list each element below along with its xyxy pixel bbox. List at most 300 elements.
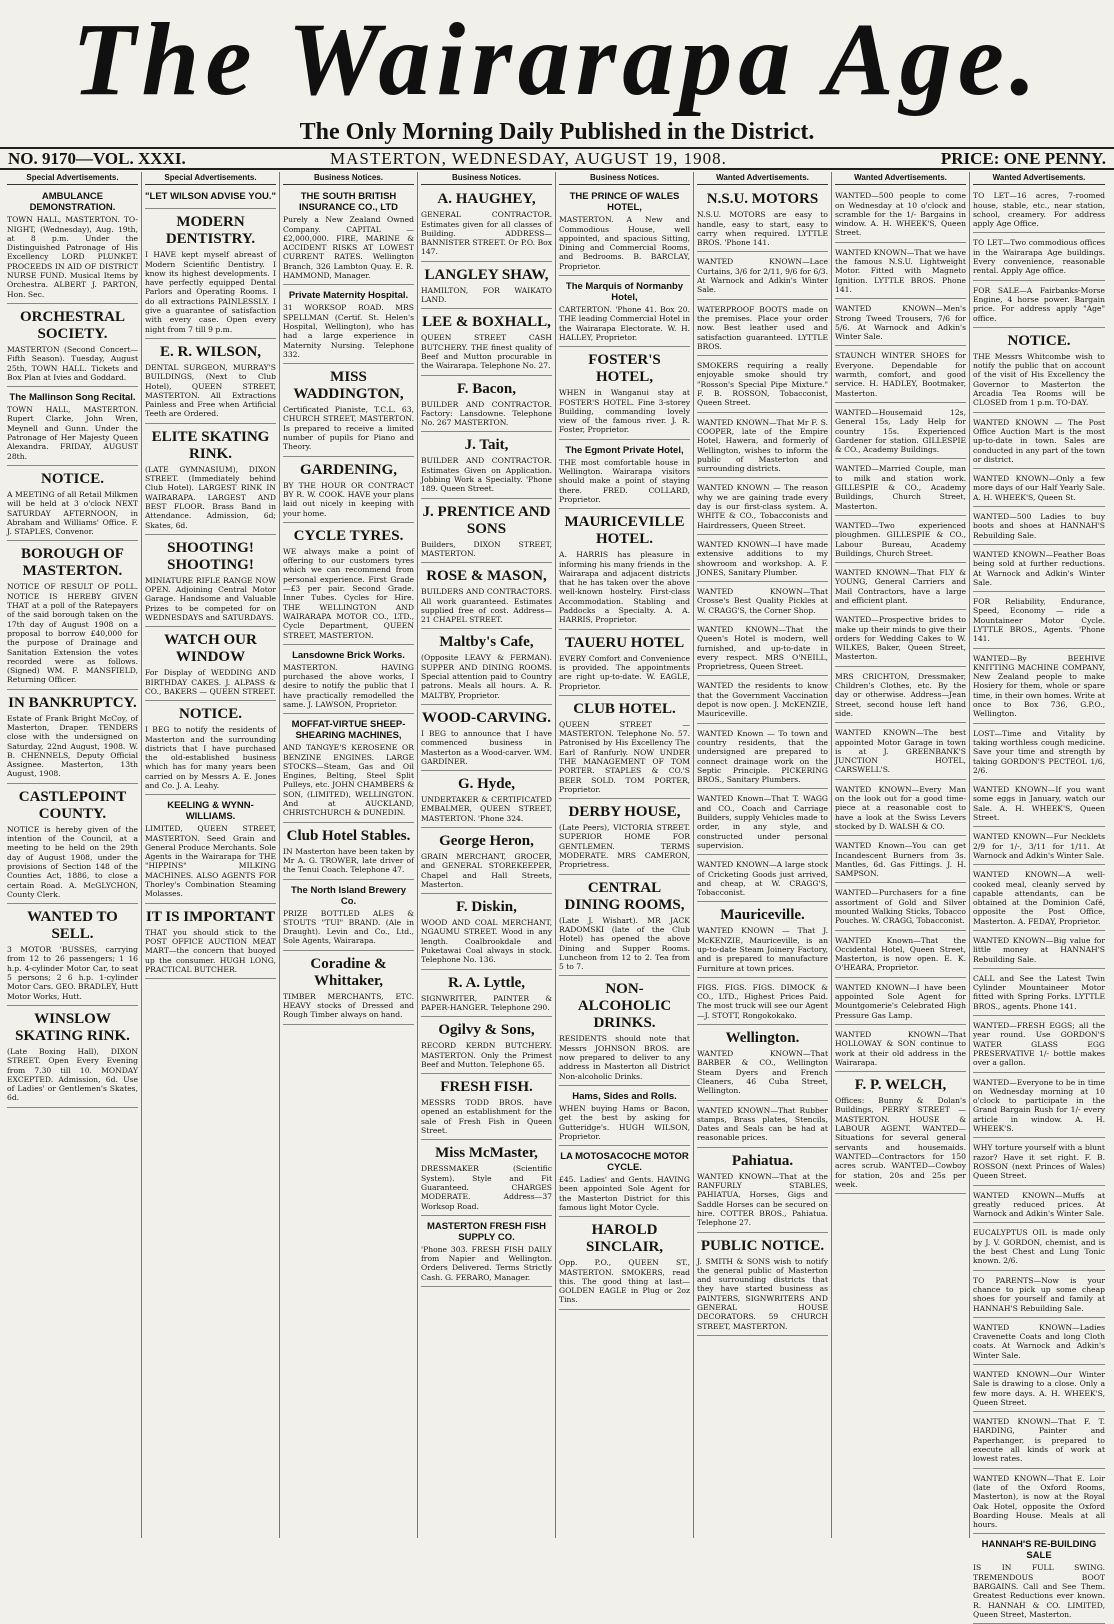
advertisement-title: George Heron,: [439, 832, 534, 849]
advertisement: [973, 1536, 1105, 1624]
advertisement-title: THE PRINCE OF WALES HOTEL,: [569, 191, 680, 214]
advertisement-body: WANTED Known — To town and country residents, that the undersigned are prepared to connect drainage work on the Septic Principle. PICKERING BROS., Sanitary Plumbers.: [697, 728, 828, 785]
advertisement: [973, 1367, 1105, 1412]
advertisement-body: WANTED KNOWN—Only a few more days of our Half Yearly Sale. A. H. WHEEK'S, Queen St.: [973, 474, 1105, 502]
advertisement-body: LOST—Time and Vitality by taking worthless cough medicine. Save your time and strength by taking GORDON'S PECTEOL 1/6, 2/6.: [973, 728, 1105, 775]
advertisement-body: NOTICE OF RESULT OF POLL. NOTICE IS HEREBY GIVEN THAT at a poll of the Ratepayers of the said borough taken on the 17th day of August 1908 on a proposal to borrow £40,000 for the purpose of Drainage and Sanitation Extension the votes recorded were as follows. (Signed) WM. F. MANSFIELD, Returning Officer.: [7, 582, 138, 685]
advertisement-title: BOROUGH OF MASTERTON.: [21, 546, 124, 580]
advertisement: [697, 302, 828, 356]
advertisement-title: CYCLE TYRES.: [293, 527, 404, 544]
advertisement-body: STAUNCH WINTER SHOES for Everyone. Dependable for warmth, comfort, and good service. H. HADLEY, Bootmaker, Masterton.: [835, 351, 966, 398]
advertisement: [973, 651, 1105, 724]
advertisement: [283, 366, 414, 456]
advertisement-title: LANGLEY SHAW,: [424, 266, 549, 283]
advertisement-body: WANTED—500 Ladies to buy boots and shoes at HANNAH'S Rebuilding Sale.: [973, 512, 1105, 540]
advertisement: [7, 786, 138, 904]
advertisement-title: LA MOTOSACOCHE MOTOR CYCLE.: [560, 1151, 689, 1174]
advertisement-title: "LET WILSON ADVISE YOU.": [145, 191, 276, 203]
advertisement-title: HAROLD SINCLAIR,: [585, 1222, 664, 1256]
advertisement-body: WANTED KNOWN—I have been appointed Sole Agent for Mountgomerie's Celebrated High Pressure Gas Lamp.: [835, 982, 966, 1020]
advertisement-body: WANTED KNOWN—That FLY & YOUNG, General Carriers and Mail Contractors, have a large and efficient plant.: [835, 568, 966, 605]
advertisement: [283, 188, 414, 285]
advertisement: [973, 726, 1105, 780]
advertisement-title: F. Diskin,: [456, 899, 517, 916]
advertisement-body: WANTED KNOWN—I have made extensive additions to my showroom and workshop. A. F. JONES, Sanitary Plumber.: [697, 539, 828, 577]
advertisement: [283, 287, 414, 364]
advertisement-title: Ogilvy & Sons,: [438, 1022, 535, 1039]
column-heading: Wanted Advertisements.: [697, 172, 828, 185]
column-heading: Special Advertisements.: [145, 172, 276, 185]
advertisement: [283, 459, 414, 523]
advertisement: [973, 235, 1105, 280]
advertisement: [421, 631, 552, 704]
advertisement: [973, 1018, 1105, 1072]
advertisement-body: WANTED KNOWN — The Post Office Auction Mart is the most up-to-date in town. Sales are conducted in any part of the town or district.: [973, 417, 1105, 464]
advertisement: [145, 906, 276, 979]
advertisement: [559, 698, 690, 799]
advertisement-title: Maltby's Cafe,: [439, 634, 534, 651]
advertisement-body: WANTED Known—That T. WAGG and CO., Coach and Carriage Builders, supply Vehicles made to order, in any style, and constructed under personal supervision.: [697, 794, 828, 850]
advertisement-title: WOOD-CARVING.: [421, 709, 552, 726]
advertisement-body: £45. Ladies' and Gents. HAVING been appointed Sole Agent for the Masterton District for this famous light Motor Cycle.: [559, 1175, 690, 1212]
advertisement-body: WANTED KNOWN—That E. Loir (late of the Oxford Rooms, Masterton), is now at the Royal Oak Hotel, opposite the Oxford Boarding House. Meals at all hours.: [973, 1473, 1105, 1530]
advertisement-title: MODERN DENTISTRY.: [165, 214, 256, 248]
advertisement-body: RECORD KERDN BUTCHERY. MASTERTON. Only the Primest Beef and Mutton. Telephone 65.: [421, 1041, 552, 1069]
advertisement-body: WE always make a point of offering to our customers tyres which we can recommend from personal experience. First Grade—£3 per pair. Second Grade. Inner Tubes. Cycles for Hire. THE WELLINGTON AND WAIRARAPA MOTOR CO., LTD., Cycle Department, QUEEN STREET, MASTERTON.: [283, 546, 414, 640]
advertisement: [835, 518, 966, 563]
advertisement: [973, 782, 1105, 827]
advertisement: [835, 669, 966, 723]
advertisement-title: Mauriceville.: [720, 907, 805, 924]
advertisement-body: THAT you should stick to the POST OFFICE AUCTION MEAT MART—the concern that buoyed up the consumer. HUGH LONG, PRACTICAL BUTCHER.: [145, 927, 276, 974]
advertisement: [421, 434, 552, 498]
advertisement-title: J. Tait,: [464, 437, 509, 454]
advertisement-body: WANTED KNOWN—That Mr F. S. COOPER, late of the Empire Hotel, Hawera, and formerly of Wellington, wishes to inform the public of Masterton and surrounding districts.: [697, 417, 828, 474]
advertisement-body: TOWN HALL, MASTERTON. Rupert Clarke, John Wren, Meynell and Gunn. Under the Patronage of Her Majesty Queen Alexandra. FRIDAY, AUGUST 28th.: [7, 405, 138, 461]
advertisement: [835, 782, 966, 836]
advertisement-title: AMBULANCE DEMONSTRATION.: [29, 191, 116, 214]
advertisement-body: I BEG to announce that I have commenced business in Masterton as a Wood-carver. WM. GARDINER.: [421, 728, 552, 766]
advertisement-body: WANTED KNOWN—That BARBER & CO., Wellington Steam Dyers and French Cleaners, 46 Cuba Street, Wellington.: [697, 1049, 828, 1096]
advertisement-body: A MEETING of all Retail Milkmen will be held at 3 o'clock NEXT SATURDAY AFTERNOON, in Abraham and Williams' Office. F. J. STAPLES, Convenor.: [7, 489, 138, 537]
advertisement-body: MINIATURE RIFLE RANGE NOW OPEN. Adjoining Central Motor Garage. Handsome and Valuable Prizes to be competed for on WEDNESDAYS and SATURDAYS.: [145, 575, 276, 623]
advertisement-body: N.S.U. MOTORS are easy to handle, easy to start, easy to carry when required. LYTTLE BROS. 'Phone 141.: [697, 210, 828, 248]
advertisement: [973, 547, 1105, 592]
advertisement-body: BY THE HOUR OR CONTRACT BY R. W. COOK. HAVE your plans laid out nicely in keeping with your home.: [283, 480, 414, 518]
advertisement: [559, 877, 690, 977]
advertisement-body: Builders, DIXON STREET, MASTERTON.: [421, 539, 552, 558]
column-1: [4, 172, 142, 1538]
advertisement-body: WANTED KNOWN—Fur Necklets 2/9 for 1/-, 3/11 for 1/11. At Warnock and Adkin's Winter Sale.: [973, 832, 1105, 860]
advertisement-body: GRAIN MERCHANT, GROCER, and GENERAL STOREKEEPER, Chapel and Hall Streets, Masterton.: [421, 851, 552, 889]
column-heading: Business Notices.: [421, 172, 552, 185]
advertisement: [697, 358, 828, 412]
advertisement: [421, 896, 552, 969]
advertisement-body: SIGNWRITER, PAINTER & PAPER-HANGER. Telephone 290.: [421, 993, 552, 1012]
column-heading: Wanted Advertisements.: [835, 172, 966, 185]
advertisement: [421, 707, 552, 771]
advertisement-title: Hams, Sides and Rolls.: [572, 1090, 677, 1102]
column-heading: Wanted Advertisements.: [973, 172, 1105, 185]
column-heading: Business Notices.: [283, 172, 414, 185]
advertisement-body: BUILDERS AND CONTRACTORS. All work guaranteed. Estimates supplied free of cost. Address—21 CHAPEL STREET.: [421, 587, 552, 625]
advertisement-body: MASTERTON (Second Concert—Fifth Season). Tuesday, August 25th, TOWN HALL. Tickets and Box Plan at Ivies and Goddard.: [7, 344, 138, 382]
advertisement: [973, 1320, 1105, 1365]
advertisement-body: QUEEN STREET — MASTERTON. Telephone No. 57. Patronised by His Excellency The Earl of Ranfurly. NOW UNDER THE MANAGEMENT OF TOM PORTER. STAPLES & CO.'S BEER SOLD. TOM PORTER, Proprietor.: [559, 719, 690, 794]
advertisement-title: J. PRENTICE AND SONS: [422, 503, 551, 537]
advertisement-body: WANTED—Prospective brides to make up their minds to give their orders for Wedding Cakes to W. WILKES, Baker, Queen Street, Masterton.: [835, 615, 966, 662]
advertisement-body: WANTED KNOWN—Ladies Cravenette Coats and long Cloth coats. At Warnock and Adkin's Winter Sale.: [973, 1322, 1105, 1360]
advertisement-body: Purely a New Zealand Owned Company. CAPITAL — £2,000,000. FIRE, MARINE & ACCIDENT RISKS AT LOWEST CURRENT RATES. Wellington Branch, 326 Lambton Quay. E. R. HAMMOND, Manager.: [283, 215, 414, 281]
advertisement-body: A. HARRIS has pleasure in informing his many friends in the Wairarapa and adjacent districts that he has taken over the above well-known hostelry. First-class Accommodation. Stabling and Paddocks a Specialty. A. A. HARRIS, Proprietor.: [559, 550, 690, 625]
advertisement: [973, 471, 1105, 507]
advertisement-body: 31 WORKSOP ROAD. MRS SPELLMAN (Certif. St. Helen's Hospital, Wellington), who has had a large experience in Maternity Nursing. Telephone 332.: [283, 303, 414, 359]
advertisement-title: Miss McMaster,: [435, 1145, 538, 1162]
advertisement-title: Pahiatua.: [731, 1152, 794, 1169]
advertisement-body: QUEEN STREET CASH BUTCHERY. THE finest quality of Beef and Mutton procurable in the Wairarapa. Telephone No. 27.: [421, 333, 552, 371]
advertisement-body: RESIDENTS should note that Messrs JOHNSON BROS. are now prepared to deliver to any address in Masterton all District Non-alcoholic Drinks.: [559, 1034, 690, 1081]
advertisement-title: The Mallinson Song Recital.: [9, 392, 136, 404]
advertisement-title: DERBY HOUSE,: [568, 804, 681, 821]
advertisement-body: WANTED Known—You can get Incandescent Burners from 3s. Mantles, 6d. Gas Fittings. J. H. SAMPSON.: [835, 841, 966, 879]
advertisement-body: THE most comfortable house in Wellington. Wairarapa visitors should make a point of staying there. FRED. COLLARD, Proprietor.: [559, 457, 690, 504]
advertisement: [421, 378, 552, 433]
advertisement-body: 'Phone 303. FRESH FISH DAILY from Napier and Wellington. Orders Delivered. Terms Strictly Cash. G. FERARO, Manager.: [421, 1244, 552, 1282]
advertisement-body: CARTERTON. 'Phone 41. Box 20. THE leading Commercial Hotel in the Wairarapa Electorate. W. H. HALLEY, Proprietor.: [559, 305, 690, 342]
advertisement-body: WANTED KNOWN—That F. T. HARDING, Painter and Paperhanger, is prepared to execute all kinds of work at lowest rates.: [973, 1417, 1105, 1464]
advertisement: [973, 1140, 1105, 1185]
advertisement-title: CASTLEPOINT COUNTY.: [18, 788, 127, 822]
advertisement: [7, 1008, 138, 1108]
advertisement: [697, 480, 828, 534]
advertisement: [283, 647, 414, 714]
advertisement: [145, 188, 276, 209]
advertisement-body: GENERAL CONTRACTOR. Estimates given for all classes of Building. ADDRESS—BANNISTER STREET. Or P.O. Box 147.: [421, 210, 552, 257]
advertisement: [421, 501, 552, 564]
advertisement-body: Certificated Pianiste, T.C.L. 63, CHURCH STREET, MASTERTON. Is prepared to receive a limited number of pupils for Piano and Theory.: [283, 405, 414, 452]
advertisement-body: MASTERTON. HAVING purchased the above works, I desire to notify the public that I have practically remodelled the same. J. LAWSON, Proprietor.: [283, 662, 414, 709]
advertisement-body: Estate of Frank Bright McCoy, of Masterton, Draper. TENDERS close with the undersigned on Saturday, 22nd August, 1908. W. B. CHENNELS, Deputy Official Assignee. Masterton, 13th August, 1908.: [7, 713, 138, 779]
advertisement-title: G. Hyde,: [457, 776, 516, 793]
newspaper-subtitle: The Only Morning Daily Published in the District.: [299, 119, 815, 145]
advertisement: [559, 632, 690, 696]
advertisement-body: WANTED—Housemaid 12s, General 15s, Lady Help for country 15s. Experienced Gardener for station. GILLESPIE & CO., Academy Buildings.: [835, 407, 966, 455]
advertisement-body: UNDERTAKER & CERTIFICATED EMBALMER, QUEEN STREET, MASTERTON. 'Phone 324.: [421, 795, 552, 823]
advertisement-title: MOFFAT-VIRTUE SHEEP-SHEARING MACHINES,: [291, 719, 406, 742]
advertisement: [973, 1225, 1105, 1270]
advertisement-title: PUBLIC NOTICE.: [700, 1237, 825, 1254]
issue-price: PRICE: ONE PENNY.: [940, 149, 1106, 168]
advertisement: [835, 933, 966, 978]
advertisement: [973, 867, 1105, 931]
advertisement-body: BUILDER AND CONTRACTOR. Estimates Given on Application. Jobbing Work a Specialty. 'Phone 189. Queen Street.: [421, 456, 552, 494]
advertisement-body: THE Messrs Whitcombe wish to notify the public that on account of the visit of His Excellency the Governor to Masterton the Arcadia Tea Rooms will be CLOSED from 1 p.m. TO-DAY.: [973, 351, 1105, 408]
advertisement-body: WANTED KNOWN—That we have the famous N.S.U. Lightweight Motor. Fitted with Magneto Ignition. LYTTLE BROS. Phone 141.: [835, 247, 966, 294]
advertisement-body: WANTED KNOWN—That Rubber stamps, Brass plates, Stencils, Dates and Seals can be had at reasonable prices.: [697, 1105, 828, 1143]
advertisement-body: WANTED KNOWN—Big value for little money at HANNAH'S Rebuilding Sale.: [973, 936, 1105, 964]
advertisement-body: PRIZE BOTTLED ALES & STOUTS "TUI" BRAND. (Ale in Draught). Levin and Co., Ltd., Sole Agents, Wairarapa.: [283, 908, 414, 946]
advertisement-body: I BEG to notify the residents of Masterton and the surrounding districts that I have purchased the old-established business which has for many years been carried on by Messrs A. E. Jones and Co. J. A. Leahy.: [145, 725, 276, 790]
advertisement-title: Coradine & Whittaker,: [310, 955, 387, 989]
advertisement-title: F. Bacon,: [456, 380, 517, 397]
advertisement: [283, 882, 414, 951]
advertisement-title: KEELING & WYNN-WILLIAMS.: [167, 800, 254, 823]
advertisement: [7, 692, 138, 784]
advertisement-title: ORCHESTRAL SOCIETY.: [19, 308, 126, 342]
advertisement: [559, 278, 690, 347]
advertisement-body: WATERPROOF BOOTS made on the premises. Place your order now. Best leather used and satisfaction guaranteed. LYTTLE BROS.: [697, 304, 828, 351]
masthead: [0, 0, 1114, 150]
advertisement: [973, 971, 1105, 1016]
advertisement: [835, 405, 966, 459]
advertisement-body: WANTED KNOWN—That at the RANFURLY STABLES, PAHIATUA, Horses, Gigs and Saddle Horses can be secured on hire. COTTER BROS., Pahiatua. Telephone 27.: [697, 1171, 828, 1228]
advertisement-body: (Late J. Wishart). MR JACK RADOMSKI (late of the Club Hotel) has opened the above Dining and Supper Rooms. Luncheon from 12 to 2. Tea from 5 to 7.: [559, 915, 690, 972]
advertisement-body: 3 MOTOR 'BUSSES, carrying from 12 to 26 passengers; 1 16 h.p. 4-cylinder Motor Car, to seat 5 persons; 2 6 h.p. 1-cylinder Motor Cars. GEO. BRADLEY, Hutt Motor Works, Hutt.: [7, 945, 138, 1001]
advertisement: [697, 1027, 828, 1100]
advertisement-body: MASTERTON. A New and Commodious House, well appointed, and spacious Sitting, Dining and Commercial Rooms, and Bedrooms. B. BARCLAY, Proprietor.: [559, 215, 690, 271]
advertisement-title: Club Hotel Stables.: [286, 827, 411, 844]
column-3: [280, 172, 418, 1538]
advertisement-body: (Late Peers), VICTORIA STREET. SUPERIOR HOME FOR GENTLEMEN. TERMS MODERATE. MRS CAMERON, Proprietress.: [559, 823, 690, 870]
advertisement-body: WANTED KNOWN—Lace Curtains, 3/6 for 2/11, 9/6 for 6/3. At Warnock and Adkin's Winter Sale.: [697, 257, 828, 295]
advertisement-body: TOWN HALL, MASTERTON. TO-NIGHT, (Wednesday), Aug. 19th, at 8 p.m. Under the Distinguished Patronage of His Excellency LORD PLUNKET. PROCEEDS IN AID OF DISTRICT NURSE FUND. Musical Items by Orchestra. ALBERT J. PARTON, Hon. Sec.: [7, 215, 138, 299]
advertisement: [421, 1019, 552, 1074]
advertisement: [835, 838, 966, 883]
advertisement-title: MASTERTON FRESH FISH SUPPLY CO.: [426, 1220, 547, 1243]
advertisement: [145, 629, 276, 701]
advertisement-body: BUILDER AND CONTRACTOR. Factory: Lansdowne. Telephone No. 267 MASTERTON.: [421, 399, 552, 428]
advertisement: [145, 537, 276, 627]
advertisement: [283, 716, 414, 822]
advertisement: [973, 283, 1105, 328]
column-2: [142, 172, 280, 1538]
advertisement: [7, 306, 138, 387]
advertisement: [697, 584, 828, 620]
advertisement: [973, 1273, 1105, 1318]
advertisement: [697, 791, 828, 855]
advertisement-body: MRS CRICHTON, Dressmaker, Children's Clothes, etc. By the day or otherwise. Address—Jean Street, second house left hand side.: [835, 671, 966, 718]
advertisement: [421, 1076, 552, 1140]
newspaper-title: The Wairarapa Age.: [72, 2, 1042, 117]
advertisement: [7, 468, 138, 541]
advertisement-body: WANTED KNOWN—Muffs at greatly reduced prices. At Warnock and Adkin's Winter Sale.: [973, 1190, 1105, 1219]
column-5: [556, 172, 694, 1538]
advertisement: [973, 829, 1105, 865]
advertisement-body: WANTED—Two experienced ploughmen. GILLESPIE & CO., Labour Bureau, Academy Buildings, Church Street.: [835, 520, 966, 558]
column-8: [970, 172, 1108, 1619]
advertisement: [973, 1471, 1105, 1535]
advertisement-body: J. SMITH & SONS wish to notify the general public of Masterton and surrounding districts that they have started business as PAINTERS, SIGNWRITERS AND GENERAL HOUSE DECORATORS. 59 CHURCH STREET, MASTERTON.: [697, 1256, 828, 1331]
advertisement-body: WANTED KNOWN—A large stock of Cricketing Goods just arrived, and cheap, at W. CRAGG'S, Tobacconist.: [697, 860, 828, 898]
advertisement-title: FOSTER'S HOTEL,: [588, 352, 661, 386]
column-heading: Business Notices.: [559, 172, 690, 185]
advertisement: [283, 953, 414, 1025]
advertisement-title: A. HAUGHEY,: [437, 191, 536, 208]
advertisement: [421, 1142, 552, 1215]
advertisement: [697, 1103, 828, 1148]
advertisement-body: WHEN in Wanganui stay at FOSTER'S HOTEL. Fine 3-storey Building, commanding lovely view of the famous river. J. R. Foster, Proprietor.: [559, 388, 690, 435]
advertisement: [145, 426, 276, 535]
advertisement: [835, 885, 966, 930]
advertisement: [835, 301, 966, 346]
advertisement-body: EVERY Comfort and Convenience is provided. The appointments are right up-to-date. W. EAGLE, Proprietor.: [559, 653, 690, 691]
advertisement-body: TIMBER MERCHANTS, ETC. HEAVY stocks of Dressed and Rough Timber always on hand.: [283, 991, 414, 1020]
advertisement: [835, 188, 966, 242]
advertisement-title: The Marquis of Normanby Hotel,: [565, 281, 684, 304]
advertisement-body: HAMILTON, FOR WAIKATO LAND.: [421, 285, 552, 305]
advertisement: [973, 933, 1105, 969]
advertisement-title: The North Island Brewery Co.: [290, 884, 407, 907]
advertisement-body: WANTED KNOWN—A well-cooked meal, cleanly served by capable attendants, can be obtained at the Dominion Café, opposite the Post Office, Masterton. A. FEDAY, Proprietor.: [973, 870, 1105, 926]
advertisement: [559, 978, 690, 1085]
advertisement-body: FOR Reliability, Endurance, Speed, Economy — ride a Mountaineer Motor Cycle. LYTTLE BROS., Agents. 'Phone 141.: [973, 597, 1105, 644]
advertisement: [697, 857, 828, 902]
advertisement: [421, 773, 552, 828]
advertisement-body: IN Masterton have been taken by Mr A. G. TROWER, late driver of the Tenui Coach. Telephone 47.: [283, 846, 414, 875]
advertisement-body: NOTICE is hereby given of the intention of the Council, at a meeting to be held on the 29th day of August 1908, under the provisions of Section 148 of the Counties Act, 1886, to close a certain Road. A. McGLYCHON, County Clerk.: [7, 824, 138, 899]
advertisement-title: The Egmont Private Hotel,: [565, 444, 684, 456]
advertisement-title: NOTICE.: [179, 706, 242, 723]
advertisement: [421, 1218, 552, 1287]
advertisement-body: WANTED—By BEEHIVE KNITTING MACHINE COMPANY, New Zealand people to make Hosiery for them, whole or spare time, in their own homes. Write at once to Box 736, G.P.O., Wellington.: [973, 653, 1105, 719]
advertisement-title: Lansdowne Brick Works.: [292, 649, 405, 661]
advertisement-title: SHOOTING! SHOOTING!: [167, 539, 254, 573]
advertisement: [973, 1188, 1105, 1224]
advertisement-body: AND TANGYE'S KEROSENE OR BENZINE ENGINES. LARGE STOCKS—Steam, Gas and Oil Engines, Belting, Steel Split Pulleys, etc. JOHN CHAMBERS & SON, (LIMITED), WELLINGTON. And at AUCKLAND, CHRISTCHURCH & DUNEDIN.: [283, 743, 414, 818]
advertisement-title: NON-ALCOHOLIC DRINKS.: [577, 981, 672, 1032]
advertisement: [835, 612, 966, 666]
advertisement-body: TO LET—Two commodious offices in the Wairarapa Age buildings. Every convenience, reasonable rental. Apply Age office.: [973, 238, 1105, 276]
column-7: [832, 172, 970, 1538]
advertisement-title: HANNAH'S RE-BUILDING SALE: [981, 1539, 1097, 1562]
advertisement: [559, 188, 690, 276]
advertisement: [145, 703, 276, 795]
advertisement: [283, 825, 414, 880]
advertisement-body: WANTED KNOWN—Feather Boas being sold at further reductions. At Warnock and Adkin's Winter Sale.: [973, 549, 1105, 587]
advertisement-title: E. R. WILSON,: [159, 343, 261, 360]
advertisement-title: TAUERU HOTEL: [564, 634, 685, 651]
advertisement: [835, 725, 966, 779]
advertisement: [7, 543, 138, 689]
advertisement: [973, 188, 1105, 233]
advertisement: [697, 1150, 828, 1233]
advertisement-body: MESSRS TODD BROS. have opened an establishment for the sale of Fresh Fish in Queen Street.: [421, 1098, 552, 1136]
advertisement: [973, 509, 1105, 545]
advertisement: [697, 254, 828, 299]
issue-date: MASTERTON, WEDNESDAY, AUGUST 19, 1908.: [330, 149, 727, 168]
advertisement-body: WOOD AND COAL MERCHANT, NGAUMU STREET. Wood in any length. Coalbrookdale and Puketawai Coal always in stock. Telephone No. 136.: [421, 918, 552, 965]
advertisement-title: FRESH FISH.: [440, 1079, 533, 1096]
advertisement-body: WANTED KNOWN — That J. McKENZIE, Mauriceville, is an up-to-date Steam Joinery Factory, and is prepared to manufacture Furniture at town prices.: [697, 926, 828, 973]
advertisement-body: WANTED—Purchasers for a fine assortment of Gold and Silver mounted Walking Sticks, Tobacco Pouches. W. CRAGG, Tobacconist.: [835, 888, 966, 926]
advertisement: [7, 389, 138, 466]
advertisement-title: IT IS IMPORTANT: [146, 908, 275, 925]
advertisement-title: WANTED TO SELL.: [27, 909, 118, 943]
advertisement-body: WANTED—500 people to come on Wednesday at 10 o'clock and scramble for the 1/- Bargains in window. A. H. WHEEK'S, Queen Street.: [835, 191, 966, 238]
column-4: [418, 172, 556, 1538]
advertisement: [697, 415, 828, 479]
advertisement-title: ELITE SKATING RINK.: [151, 428, 270, 462]
advertisement: [697, 622, 828, 676]
advertisement: [421, 264, 552, 310]
advertisement: [697, 188, 828, 252]
advertisement-body: EUCALYPTUS OIL is made only by J. V. GORDON, chemist, and is the best Chest and Lung Tonic known. 2/6.: [973, 1228, 1105, 1266]
advertisement: [697, 980, 828, 1025]
advertisement: [421, 972, 552, 1018]
advertisement-body: WANTED KNOWN—If you want some eggs in January, watch our Sale. A. H. WHEEK'S, Queen Street.: [973, 785, 1105, 823]
advertisement-body: IS IN FULL SWING. TREMENDOUS BOOT BARGAINS. Call and See Them. Greatest Reductions ever known. R. HANNAH & CO. LIMITED, Queen Street, Masterton.: [973, 1563, 1105, 1619]
advertisement-title: IN BANKRUPTCY.: [8, 694, 137, 711]
advertisement-body: WHEN buying Hams or Bacon, get the best by asking for Gutteridge's. HUGH WILSON, Proprietor.: [559, 1103, 690, 1141]
advertisement-body: (Late Boxing Hall), DIXON STREET. Open Every Evening from 7.30 till 10. MONDAY EXCEPTED. Admission, 6d. Use of Ladies' or Gentlemen's Skates, 6d.: [7, 1046, 138, 1103]
advertisement: [145, 797, 276, 903]
advertisement: [421, 565, 552, 629]
advertisement: [835, 348, 966, 402]
advertisement-title: LEE & BOXHALL,: [422, 314, 551, 331]
advertisement-title: THE SOUTH BRITISH INSURANCE CO., LTD: [298, 191, 399, 214]
advertisement-title: F. P. WELCH,: [854, 1077, 947, 1094]
advertisement-title: WATCH OUR WINDOW: [164, 632, 257, 666]
advertisement: [559, 1088, 690, 1146]
advertisement: [835, 1027, 966, 1072]
advertisement-body: For Display of WEDDING AND BIRTHDAY CAKES. J. ALPASS & CO., BAKERS — QUEEN STREET.: [145, 668, 276, 696]
advertisement-body: I HAVE kept myself abreast of Modern Scientific Dentistry. I know its highest developments. I have perfectly equipped Dental Parlors and Operating Rooms. I do all extractions PAINLESSLY. I give a guarantee of satisfaction with every case. Open every night from 7 till 9 p.m.: [145, 250, 276, 334]
advertisement-title: MISS WADDINGTON,: [293, 369, 404, 403]
advertisement: [697, 678, 828, 723]
advertisement: [697, 537, 828, 582]
advertisement-title: N.S.U. MOTORS: [706, 191, 819, 208]
advertisement: [835, 245, 966, 299]
advertisement-body: FOR SALE—A Fairbanks-Morse Engine, 4 horse power. Bargain price. For address apply "Age" office.: [973, 285, 1105, 323]
advertisement-title: NOTICE.: [41, 470, 104, 487]
advertisement: [973, 330, 1105, 413]
advertisement-title: ROSE & MASON,: [426, 568, 547, 585]
advertisement-title: WINSLOW SKATING RINK.: [15, 1010, 130, 1044]
advertisement-title: NOTICE.: [1007, 332, 1071, 349]
advertisement: [421, 311, 552, 375]
column-6: [694, 172, 832, 1538]
advertisement: [835, 1074, 966, 1194]
advertisement: [559, 1219, 690, 1309]
advertisement: [559, 349, 690, 439]
advertisement-title: MAURICEVILLE HOTEL.: [564, 514, 685, 548]
advertisement-body: WANTED KNOWN—Our Winter Sale is drawing to a close. Only a few more days. A. H. WHEEK'S, Queen Street.: [973, 1369, 1105, 1407]
advertisement-title: Wellington.: [725, 1030, 800, 1047]
advertisement: [559, 801, 690, 874]
advertisement-body: WANTED—Married Couple, man to milk and station work. GILLESPIE & CO., Academy Buildings, Church Street, Masterton.: [835, 464, 966, 511]
advertisement-body: WANTED KNOWN — The reason why we are gaining trade every day is our first-class system. A. WHITE & CO., Tobacconists and Hairdressers, Queen Street.: [697, 483, 828, 530]
advertisement-body: WANTED—FRESH EGGS; all the year round. Use GORDON'S WATER GLASS EGG PRESERVATIVE 1/- bottle makes over a gallon.: [973, 1021, 1105, 1068]
advertisement: [973, 415, 1105, 469]
advertisement-body: Offices: Bunny & Dolan's Buildings, PERRY STREET — MASTERTON. HOUSE & LABOUR AGENT. WANTED—Situations for several general servants and housemaids. WANTED—Contractors for 150 acres scrub. WANTED—Cowboy for station, 20s and 25s per week.: [835, 1096, 966, 1189]
advertisement: [7, 906, 138, 1006]
advertisement-body: WANTED KNOWN—Men's Strong Tweed Trousers, 7/6 for 5/6. At Warnock and Adkin's Winter Sale.: [835, 304, 966, 342]
advertisement-body: WANTED the residents to know that the Government Vaccination depot is now open. J. McKENZIE, Mauriceville.: [697, 681, 828, 719]
advertisement-body: Opp. P.O., QUEEN ST., MASTERTON. SMOKERS, read this. The good thing at last—GOLDEN EAGLE in Plug or 2oz Tins.: [559, 1258, 690, 1305]
advertisement: [973, 1414, 1105, 1468]
advertisement: [973, 594, 1105, 648]
advertisement-body: WANTED KNOWN—Every Man on the look out for a good time-piece at a reasonable cost to have a look at the Swiss Levers stocked by D. WALSH & CO.: [835, 784, 966, 831]
advertisement-body: LIMITED, QUEEN STREET, MASTERTON. Seed Grain and General Produce Merchants. Sole Agents in the Wairarapa for THE "HIPPINS" MILKING MACHINES. ALSO AGENTS FOR Thorley's Combination Steaming Molasses.: [145, 824, 276, 899]
issue-number: NO. 9170—VOL. XXXI.: [8, 149, 186, 168]
advertisement-body: (Opposite LEAVY & FERMAN). SUPPER AND DINING ROOMS. Special attention paid to Country patrons. Meals all hours. A. R. MALTBY, Proprietor.: [421, 653, 552, 700]
dateline-bar: [0, 147, 1114, 170]
advertisement: [835, 461, 966, 515]
advertisement: [559, 442, 690, 509]
advertisement-body: WANTED KNOWN—That the Queen's Hotel is modern, well furnished, and up-to-date in every respect. MRS O'NEILL, Proprietress, Queen Street.: [697, 624, 828, 672]
advertisement: [421, 830, 552, 894]
advertisement-title: R. A. Lyttle,: [447, 974, 526, 991]
